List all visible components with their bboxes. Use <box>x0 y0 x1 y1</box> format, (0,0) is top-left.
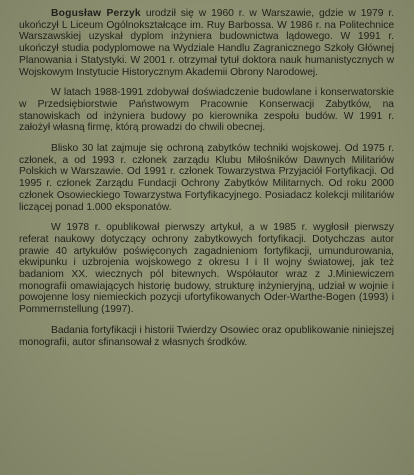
bio-paragraph-2: W latach 1988-1991 zdobywał doświadczenie budowlane i konserwatorskie w Przedsiębiorstwie Państwowym Pracownie Konserwacji Zabytków, na stanowiskach od inżyniera budowy po kierownika zespołu budów. W 1991 r. założył własną firmę, którą prowadzi do chwili obecnej. <box>19 87 394 134</box>
bio-paragraph-1 <box>19 8 394 78</box>
bio-paragraph-1-text: urodził się w 1960 r. w Warszawie, gdzie w 1979 r. ukończył L Liceum Ogólnokształcące im. Ruy Barbossa. W 1986 r. na Politechnice Warszawskiej uzyskał dyplom inżyniera budownictwa lądowego. W 1991 r. ukończył studia podyplomowe na Wydziale Handlu Zagranicznego Szkoły Głównej Planowania i Statystyki. W 2001 r. otrzymał tytuł doktora nauk humanistycznych w Wojskowym Instytucie Historycznym Akademii Obrony Narodowej. <box>19 8 394 78</box>
bio-paragraph-5: Badania fortyfikacji i historii Twierdzy Osowiec oraz opublikowanie niniejszej monografii, autor sfinansował z własnych środków. <box>19 324 394 348</box>
bio-paragraph-4: W 1978 r. opublikował pierwszy artykuł, a w 1985 r. wygłosił pierwszy referat naukowy dotyczący ochrony zabytkowych fortyfikacji. Dotychczas autor prawie 40 artykułów poświęconych zagadnieniom fortyfikacji, umundurowania, ekwipunku i uzbrojenia wojskowego z okresu I i II wojny światowej, jak też badaniom XX. wiecznych pól bitewnych. Współautor wraz z J.Miniewiczem monografii omawiających historię budowy, strukturę inżynieryjną, udział w wojnie i powojenne losy niemieckich pozycji ufortyfikowanych Oder-Warthe-Bogen (1993) i Pommernstellung (1997). <box>19 222 394 316</box>
bio-paragraph-3: Blisko 30 lat zajmuje się ochroną zabytków techniki wojskowej. Od 1975 r. członek, a od 1993 r. członek zarządu Klubu Miłośników Dawnych Militariów Polskich w Warszawie. Od 1991 r. członek Towarzystwa Przyjaciół Fortyfikacji. Od 1995 r. członek Zarządu Fundacji Ochrony Zabytków Militarnych. Od roku 2000 członek Osowieckiego Towarzystwa Fortyfikacyjnego. Posiadacz kolekcji militariów liczącej ponad 1.000 eksponatów. <box>19 143 394 213</box>
author-name: Bogusław Perzyk <box>51 8 141 19</box>
